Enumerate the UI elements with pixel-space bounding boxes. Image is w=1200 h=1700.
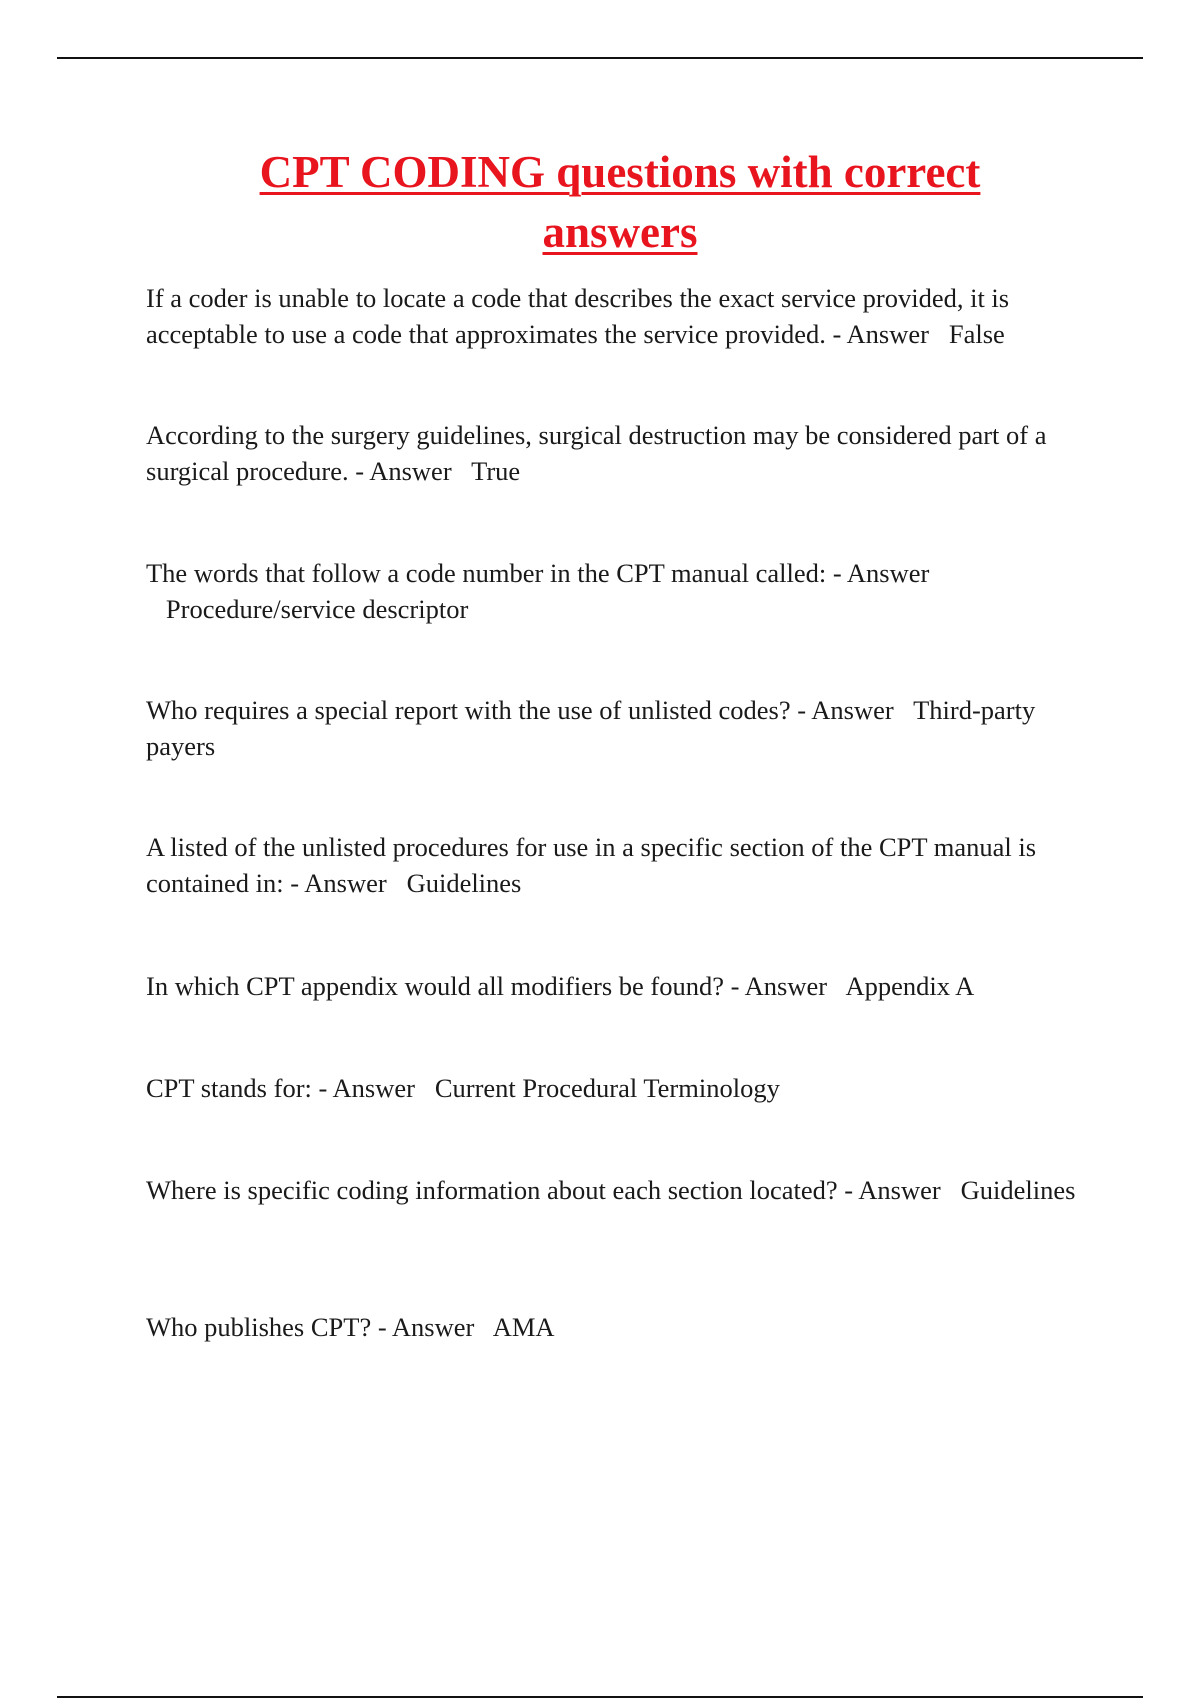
- qa-item-3: The words that follow a code number in the CPT manual called: - Answer Procedure/service descriptor: [146, 558, 930, 624]
- question-text: In which CPT appendix would all modifiers be found?: [146, 971, 724, 1001]
- answer-text: False: [948, 319, 1005, 349]
- answer-label: Answer: [369, 456, 452, 486]
- answer-text: Appendix A: [845, 971, 975, 1001]
- bottom-rule: [57, 1696, 1143, 1698]
- qa-item-1: If a coder is unable to locate a code that describes the exact service provided, it is acceptable to use a code that approximates the service provided. - Answer False: [146, 283, 1010, 349]
- answer-text: Guidelines: [406, 868, 522, 898]
- answer-text: Procedure/service descriptor: [165, 594, 469, 624]
- answer-label: Answer: [391, 1312, 475, 1342]
- qa-item-8: Where is specific coding information about each section located? - Answer Guidelines: [146, 1175, 1076, 1205]
- answer-label: Answer: [332, 1073, 415, 1103]
- question-text: A listed of the unlisted procedures for use in a specific section of the CPT manual is contained in:: [146, 832, 1037, 898]
- answer-text: Current Procedural Terminology: [434, 1073, 780, 1103]
- question-text: Where is specific coding information about each section located?: [146, 1175, 838, 1205]
- answer-text: True: [471, 456, 521, 486]
- question-text: According to the surgery guidelines, surgical destruction may be considered part of a surgical procedure.: [146, 420, 1047, 486]
- title-line-1: CPT CODING questions with correct: [259, 147, 981, 197]
- answer-label: Answer: [811, 695, 894, 725]
- qa-item-4: Who requires a special report with the use of unlisted codes? - Answer Third-party payers: [146, 695, 1036, 761]
- answer-text: Guidelines: [960, 1175, 1076, 1205]
- answer-label: Answer: [846, 319, 929, 349]
- answer-text: AMA: [492, 1312, 555, 1342]
- question-text: CPT stands for:: [146, 1073, 312, 1103]
- answer-label: Answer: [858, 1175, 941, 1205]
- answer-text: Third-party payers: [146, 695, 1036, 761]
- qa-item-2: According to the surgery guidelines, surgical destruction may be considered part of a surgical procedure. - Answer True: [146, 420, 1047, 486]
- answer-label: Answer: [744, 971, 828, 1001]
- question-text: The words that follow a code number in the CPT manual called:: [146, 558, 827, 588]
- qa-item-5: A listed of the unlisted procedures for use in a specific section of the CPT manual is contained in: - Answer Guidelines: [146, 832, 1037, 898]
- question-text: Who requires a special report with the use of unlisted codes?: [146, 695, 791, 725]
- answer-label: Answer: [304, 868, 387, 898]
- document-title: [140, 142, 1100, 262]
- title-line-2: answers: [542, 207, 698, 257]
- answer-label: Answer: [846, 558, 930, 588]
- qa-item-9: Who publishes CPT? - Answer AMA: [146, 1312, 555, 1342]
- qa-item-7: CPT stands for: - Answer Current Procedural Terminology: [146, 1073, 780, 1103]
- qa-item-6: In which CPT appendix would all modifiers be found? - Answer Appendix A: [146, 971, 975, 1001]
- question-text: If a coder is unable to locate a code that describes the exact service provided, it is acceptable to use a code that approximates the service provided.: [146, 283, 1010, 349]
- question-text: Who publishes CPT?: [146, 1312, 372, 1342]
- top-rule: [57, 57, 1143, 59]
